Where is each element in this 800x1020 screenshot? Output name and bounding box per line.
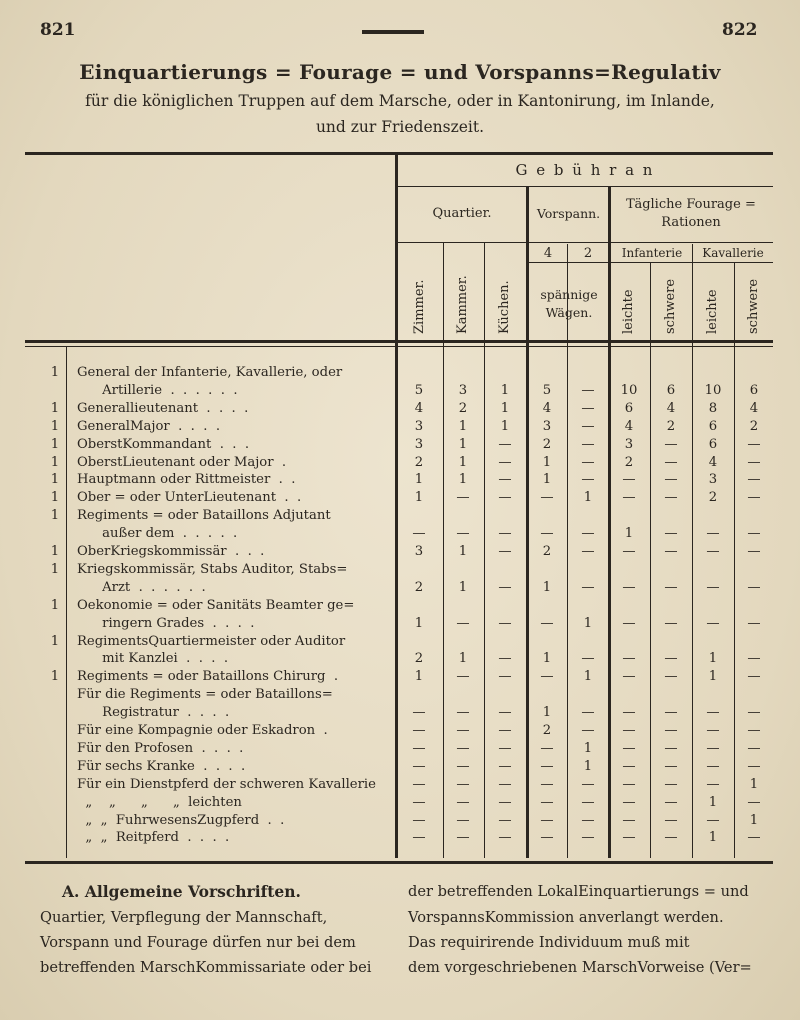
row-cell: — bbox=[540, 776, 554, 792]
row-label: Registratur . . . . bbox=[77, 705, 230, 721]
row-cell: — bbox=[664, 669, 678, 685]
row-cell: — bbox=[747, 669, 761, 685]
row-cell: — bbox=[498, 472, 512, 488]
row-cell: 1 bbox=[458, 418, 468, 434]
row-cell: 1 bbox=[458, 651, 468, 667]
row-cell: — bbox=[581, 651, 595, 667]
row-cell: — bbox=[581, 705, 595, 721]
row-cell: 1 bbox=[500, 382, 510, 398]
row-cell: 3 bbox=[458, 382, 468, 398]
row-cell: — bbox=[664, 490, 678, 506]
row-cell: — bbox=[456, 812, 470, 828]
row-cell: — bbox=[498, 526, 512, 542]
row-cell: — bbox=[706, 579, 720, 595]
row-cell: — bbox=[622, 740, 636, 756]
row-cell: — bbox=[498, 758, 512, 774]
row-cell: 1 bbox=[414, 472, 424, 488]
row-label: mit Kanzlei . . . . bbox=[77, 651, 229, 667]
row-cell: 1 bbox=[500, 400, 510, 416]
left-line-3: betreffenden MarschKommissariate oder bei bbox=[40, 959, 372, 976]
row-label: GeneralMajor . . . . bbox=[77, 418, 221, 434]
row-cell: — bbox=[581, 400, 595, 416]
table-row bbox=[25, 598, 773, 616]
row-cell: — bbox=[412, 526, 426, 542]
row-cell: — bbox=[498, 615, 512, 631]
row-cell: 2 bbox=[414, 579, 424, 595]
row-cell: — bbox=[747, 454, 761, 470]
row-cell: 2 bbox=[666, 418, 676, 434]
row-cell: — bbox=[412, 740, 426, 756]
row-count: 1 bbox=[50, 418, 60, 434]
row-label: Artillerie . . . . . . bbox=[77, 382, 238, 398]
row-cell: 2 bbox=[458, 400, 468, 416]
row-cell: — bbox=[706, 615, 720, 631]
row-cell: 5 bbox=[542, 382, 552, 398]
right-line-1: der betreffenden LokalEinquartierungs = und bbox=[408, 883, 749, 900]
row-cell: — bbox=[456, 490, 470, 506]
row-cell: 3 bbox=[414, 544, 424, 559]
header-gebuehr: G e b ü h r a n bbox=[515, 161, 655, 179]
row-cell: — bbox=[747, 490, 761, 506]
row-cell: — bbox=[664, 526, 678, 542]
row-cell: — bbox=[456, 740, 470, 756]
row-cell: — bbox=[622, 544, 636, 559]
right-line-2: VorspannsKommission anverlangt werden. bbox=[408, 909, 724, 926]
header-kammer: Kammer. bbox=[455, 275, 470, 334]
table-row bbox=[25, 669, 773, 687]
row-cell: — bbox=[664, 830, 678, 846]
row-count: 1 bbox=[50, 669, 60, 685]
header-kavallerie: Kavallerie bbox=[702, 246, 764, 260]
row-cell: — bbox=[664, 544, 678, 559]
row-cell: 1 bbox=[708, 651, 718, 667]
page-number-left: 821 bbox=[40, 20, 76, 40]
row-cell: — bbox=[622, 758, 636, 774]
table-row bbox=[25, 741, 773, 759]
row-cell: 1 bbox=[542, 651, 552, 667]
header-bottom-rule-thin bbox=[25, 346, 773, 347]
row-cell: — bbox=[498, 812, 512, 828]
row-label: OberstKommandant . . . bbox=[77, 436, 250, 452]
row-cell: — bbox=[498, 776, 512, 792]
row-count: 1 bbox=[50, 633, 60, 649]
row-cell: — bbox=[498, 705, 512, 721]
header-vorspann-2: 2 bbox=[583, 246, 593, 261]
row-cell: 2 bbox=[542, 436, 552, 452]
row-cell: 1 bbox=[583, 669, 593, 685]
row-cell: — bbox=[706, 740, 720, 756]
row-label: Arzt . . . . . . bbox=[77, 579, 206, 595]
header-kav-schwere: schwere bbox=[746, 278, 761, 334]
row-cell: — bbox=[581, 454, 595, 470]
row-cell: — bbox=[622, 812, 636, 828]
row-cell: — bbox=[706, 758, 720, 774]
table-row bbox=[25, 490, 773, 508]
row-cell: — bbox=[747, 579, 761, 595]
row-cell: 6 bbox=[708, 436, 718, 452]
row-cell: — bbox=[622, 651, 636, 667]
row-cell: — bbox=[622, 723, 636, 738]
row-cell: — bbox=[498, 794, 512, 810]
table-row bbox=[25, 759, 773, 777]
row-cell: 1 bbox=[583, 740, 593, 756]
table-row bbox=[25, 813, 773, 831]
row-cell: — bbox=[540, 526, 554, 542]
row-label: „ „ Reitpferd . . . . bbox=[77, 830, 230, 846]
row-cell: 3 bbox=[414, 418, 424, 434]
row-cell: 1 bbox=[542, 705, 552, 721]
row-cell: — bbox=[540, 490, 554, 506]
header-vorspann: Vorspann. bbox=[536, 206, 601, 221]
row-count: 1 bbox=[50, 400, 60, 416]
header-rule-2 bbox=[528, 242, 773, 243]
header-rule-quartier bbox=[397, 242, 528, 243]
row-cell: — bbox=[412, 723, 426, 738]
row-cell: — bbox=[664, 740, 678, 756]
page-title: Einquartierungs = Fourage = und Vorspanns=Regulativ bbox=[79, 60, 721, 84]
row-cell: — bbox=[664, 794, 678, 810]
header-inf-schwere: schwere bbox=[663, 278, 678, 334]
row-count: 1 bbox=[50, 472, 60, 488]
row-cell: — bbox=[664, 472, 678, 488]
section-heading: A. Allgemeine Vorschriften. bbox=[62, 882, 301, 901]
row-cell: — bbox=[622, 472, 636, 488]
row-cell: — bbox=[412, 776, 426, 792]
header-spaennige-waegen: spännige Wägen. bbox=[540, 287, 598, 320]
row-cell: — bbox=[412, 758, 426, 774]
row-cell: 1 bbox=[500, 418, 510, 434]
left-line-1: Quartier, Verpflegung der Mannschaft, bbox=[40, 909, 328, 926]
row-cell: — bbox=[540, 740, 554, 756]
table-row bbox=[25, 401, 773, 419]
row-cell: 3 bbox=[542, 418, 552, 434]
row-cell: — bbox=[664, 723, 678, 738]
row-label: Für eine Kompagnie oder Eskadron . bbox=[77, 723, 328, 738]
row-cell: — bbox=[747, 705, 761, 721]
row-cell: — bbox=[581, 544, 595, 559]
row-cell: — bbox=[664, 758, 678, 774]
header-bottom-rule bbox=[25, 340, 773, 343]
header-kav-leichte: leichte bbox=[705, 289, 720, 334]
table-row bbox=[25, 580, 773, 598]
row-cell: 1 bbox=[542, 579, 552, 595]
row-count: 1 bbox=[50, 436, 60, 452]
row-cell: — bbox=[622, 830, 636, 846]
row-cell: 2 bbox=[542, 544, 552, 559]
row-label: Für den Profosen . . . . bbox=[77, 740, 244, 756]
row-cell: — bbox=[456, 669, 470, 685]
table-row bbox=[25, 795, 773, 813]
row-cell: — bbox=[456, 794, 470, 810]
row-cell: — bbox=[412, 812, 426, 828]
row-cell: — bbox=[498, 669, 512, 685]
row-count: 1 bbox=[50, 544, 60, 559]
row-cell: — bbox=[747, 723, 761, 738]
row-cell: — bbox=[540, 758, 554, 774]
row-cell: — bbox=[581, 436, 595, 452]
row-cell: 1 bbox=[583, 490, 593, 506]
header-zimmer: Zimmer. bbox=[412, 279, 427, 334]
row-cell: — bbox=[664, 615, 678, 631]
right-line-3: Das requirirende Individuum muß mit bbox=[408, 934, 690, 951]
row-cell: — bbox=[498, 544, 512, 559]
table-row bbox=[25, 562, 773, 580]
row-label: Oekonomie = oder Sanitäts Beamter ge= bbox=[77, 597, 355, 613]
row-cell: — bbox=[456, 830, 470, 846]
header-vorspann-4: 4 bbox=[543, 246, 553, 261]
table-row bbox=[25, 723, 773, 741]
row-cell: — bbox=[706, 812, 720, 828]
row-cell: — bbox=[664, 705, 678, 721]
row-label: Für ein Dienstpferd der schweren Kavallerie bbox=[77, 776, 376, 792]
row-label: Hauptmann oder Rittmeister . . bbox=[77, 472, 296, 488]
table-row bbox=[25, 634, 773, 652]
row-cell: 6 bbox=[666, 382, 676, 398]
row-cell: 1 bbox=[708, 794, 718, 810]
table-row bbox=[25, 508, 773, 526]
row-cell: — bbox=[747, 615, 761, 631]
row-label: ringern Grades . . . . bbox=[77, 615, 255, 631]
row-cell: 1 bbox=[624, 526, 634, 542]
row-cell: — bbox=[581, 830, 595, 846]
row-cell: — bbox=[622, 490, 636, 506]
row-cell: 3 bbox=[708, 472, 718, 488]
row-cell: 1 bbox=[542, 454, 552, 470]
row-cell: — bbox=[581, 382, 595, 398]
row-cell: — bbox=[706, 723, 720, 738]
row-cell: — bbox=[540, 830, 554, 846]
row-cell: — bbox=[412, 830, 426, 846]
row-cell: 1 bbox=[542, 472, 552, 488]
row-cell: 2 bbox=[414, 454, 424, 470]
row-cell: — bbox=[498, 454, 512, 470]
row-cell: — bbox=[664, 454, 678, 470]
left-line-2: Vorspann und Fourage dürfen nur bei dem bbox=[40, 934, 356, 951]
row-cell: 1 bbox=[458, 454, 468, 470]
row-cell: 1 bbox=[708, 830, 718, 846]
row-cell: — bbox=[706, 776, 720, 792]
row-cell: — bbox=[706, 544, 720, 559]
row-cell: 5 bbox=[414, 382, 424, 398]
row-cell: — bbox=[747, 526, 761, 542]
header-kuechen: Küchen. bbox=[497, 280, 512, 334]
table-row bbox=[25, 687, 773, 705]
row-count: 1 bbox=[50, 508, 60, 524]
row-cell: — bbox=[747, 651, 761, 667]
table-row bbox=[25, 777, 773, 795]
row-cell: — bbox=[622, 615, 636, 631]
row-label: General der Infanterie, Kavallerie, oder bbox=[77, 365, 343, 380]
row-label: außer dem . . . . . bbox=[77, 526, 238, 542]
row-cell: — bbox=[664, 776, 678, 792]
row-cell: 10 bbox=[704, 382, 722, 398]
page-number-right: 822 bbox=[722, 20, 758, 40]
row-cell: — bbox=[622, 794, 636, 810]
row-cell: — bbox=[747, 794, 761, 810]
row-cell: 1 bbox=[749, 812, 759, 828]
row-label: Kriegskommissär, Stabs Auditor, Stabs= bbox=[77, 561, 348, 577]
row-label: RegimentsQuartiermeister oder Auditor bbox=[77, 633, 346, 649]
row-cell: 4 bbox=[542, 400, 552, 416]
row-cell: 6 bbox=[624, 400, 634, 416]
row-cell: — bbox=[622, 669, 636, 685]
row-cell: — bbox=[456, 723, 470, 738]
row-cell: — bbox=[581, 472, 595, 488]
row-cell: 1 bbox=[583, 615, 593, 631]
header-quartier: Quartier. bbox=[432, 206, 492, 221]
row-label: „ „ FuhrwesensZugpferd . . bbox=[77, 812, 285, 828]
row-label: Für die Regiments = oder Bataillons= bbox=[77, 687, 333, 703]
row-cell: 3 bbox=[624, 436, 634, 452]
row-cell: — bbox=[581, 723, 595, 738]
table-row bbox=[25, 419, 773, 437]
row-cell: 2 bbox=[708, 490, 718, 506]
row-cell: — bbox=[664, 579, 678, 595]
row-cell: 1 bbox=[583, 758, 593, 774]
row-label: Ober = oder UnterLieutenant . . bbox=[77, 490, 302, 506]
header-fourage: Tägliche Fourage = Rationen bbox=[626, 197, 756, 230]
row-cell: 2 bbox=[624, 454, 634, 470]
row-cell: — bbox=[456, 526, 470, 542]
row-cell: — bbox=[706, 526, 720, 542]
table-row bbox=[25, 705, 773, 723]
row-cell: — bbox=[581, 812, 595, 828]
row-cell: 4 bbox=[624, 418, 634, 434]
row-cell: — bbox=[747, 740, 761, 756]
row-cell: — bbox=[747, 758, 761, 774]
row-cell: — bbox=[540, 812, 554, 828]
right-line-4: dem vorgeschriebenen MarschVorweise (Ver= bbox=[408, 959, 752, 976]
row-cell: 2 bbox=[414, 651, 424, 667]
table-row bbox=[25, 365, 773, 383]
row-cell: — bbox=[498, 723, 512, 738]
row-cell: — bbox=[498, 579, 512, 595]
row-label: Generallieutenant . . . . bbox=[77, 400, 249, 416]
table-row bbox=[25, 651, 773, 669]
subtitle-line-2: und zur Friedenszeit. bbox=[315, 118, 485, 136]
row-cell: 4 bbox=[666, 400, 676, 416]
table-row bbox=[25, 526, 773, 544]
row-cell: 1 bbox=[414, 490, 424, 506]
table-row bbox=[25, 437, 773, 455]
row-cell: 4 bbox=[414, 400, 424, 416]
row-cell: — bbox=[581, 579, 595, 595]
row-cell: — bbox=[622, 705, 636, 721]
row-cell: — bbox=[498, 651, 512, 667]
row-label: OberstLieutenant oder Major . bbox=[77, 454, 287, 470]
row-cell: — bbox=[540, 615, 554, 631]
row-cell: — bbox=[498, 830, 512, 846]
row-cell: 1 bbox=[458, 472, 468, 488]
row-cell: — bbox=[456, 776, 470, 792]
row-cell: 2 bbox=[749, 418, 759, 434]
row-cell: 10 bbox=[620, 382, 638, 398]
row-label: „ „ „ „ leichten bbox=[77, 794, 242, 810]
row-cell: 1 bbox=[708, 669, 718, 685]
row-cell: — bbox=[412, 705, 426, 721]
table-row bbox=[25, 544, 773, 562]
row-cell: — bbox=[747, 436, 761, 452]
table-row bbox=[25, 472, 773, 490]
row-label: Regiments = oder Bataillons Chirurg . bbox=[77, 669, 339, 685]
row-cell: — bbox=[581, 418, 595, 434]
row-cell: 1 bbox=[458, 544, 468, 559]
table-row bbox=[25, 455, 773, 473]
row-cell: 3 bbox=[414, 436, 424, 452]
row-count: 1 bbox=[50, 454, 60, 470]
row-count: 1 bbox=[50, 365, 60, 380]
row-cell: — bbox=[581, 794, 595, 810]
table-row bbox=[25, 616, 773, 634]
row-cell: — bbox=[581, 776, 595, 792]
row-cell: — bbox=[664, 436, 678, 452]
row-cell: 1 bbox=[414, 669, 424, 685]
table-row bbox=[25, 383, 773, 401]
header-rule bbox=[362, 30, 424, 34]
row-cell: 6 bbox=[708, 418, 718, 434]
row-cell: 1 bbox=[458, 436, 468, 452]
row-label: OberKriegskommissär . . . bbox=[77, 544, 265, 559]
row-cell: — bbox=[498, 490, 512, 506]
row-cell: — bbox=[456, 758, 470, 774]
header-infanterie: Infanterie bbox=[621, 246, 683, 260]
row-cell: — bbox=[664, 651, 678, 667]
row-cell: — bbox=[747, 472, 761, 488]
row-cell: — bbox=[456, 705, 470, 721]
table-row bbox=[25, 830, 773, 848]
row-cell: — bbox=[622, 579, 636, 595]
row-cell: 8 bbox=[708, 400, 718, 416]
row-cell: 1 bbox=[458, 579, 468, 595]
row-cell: — bbox=[498, 436, 512, 452]
row-cell: — bbox=[540, 669, 554, 685]
row-count: 1 bbox=[50, 597, 60, 613]
row-label: Für sechs Kranke . . . . bbox=[77, 758, 246, 774]
row-cell: — bbox=[622, 776, 636, 792]
row-cell: 4 bbox=[708, 454, 718, 470]
row-cell: — bbox=[747, 544, 761, 559]
row-count: 1 bbox=[50, 561, 60, 577]
row-cell: — bbox=[581, 526, 595, 542]
row-cell: — bbox=[412, 794, 426, 810]
subtitle-line-1: für die königlichen Truppen auf dem Marsche, oder in Kantonirung, im Inlande, bbox=[85, 92, 715, 110]
row-cell: 1 bbox=[414, 615, 424, 631]
header-inf-leichte: leichte bbox=[621, 289, 636, 334]
header-rule-1 bbox=[397, 186, 773, 187]
row-cell: 1 bbox=[749, 776, 759, 792]
row-cell: — bbox=[456, 615, 470, 631]
row-cell: 4 bbox=[749, 400, 759, 416]
row-label: Regiments = oder Bataillons Adjutant bbox=[77, 508, 331, 524]
row-cell: 2 bbox=[542, 723, 552, 738]
row-cell: — bbox=[747, 830, 761, 846]
row-count: 1 bbox=[50, 490, 60, 506]
row-cell: — bbox=[540, 794, 554, 810]
row-cell: 6 bbox=[749, 382, 759, 398]
row-cell: — bbox=[664, 812, 678, 828]
row-cell: — bbox=[498, 740, 512, 756]
row-cell: — bbox=[706, 705, 720, 721]
